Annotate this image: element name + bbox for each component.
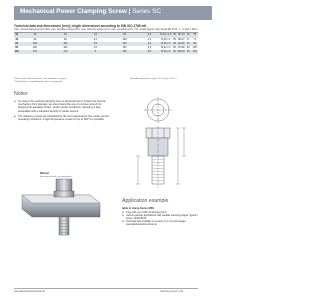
table-cell: 2,2 bbox=[139, 42, 160, 46]
table-cell: 30 bbox=[19, 33, 50, 38]
arrow-right-icon: ➤ bbox=[14, 100, 17, 103]
table-cell: M 30 x 2 bbox=[161, 37, 171, 41]
table-cell: 40 bbox=[173, 33, 176, 37]
application-list bbox=[122, 211, 202, 226]
table-cell: 170 bbox=[177, 45, 182, 49]
table-cell: 22 bbox=[181, 41, 185, 45]
table-footnote-right: allowable temperature range: -20 °C up to +120 °C bbox=[130, 78, 177, 80]
table-cell: 170 bbox=[19, 50, 50, 54]
arrow-right-icon: ➤ bbox=[14, 115, 17, 119]
table-cell: 140 bbox=[110, 50, 138, 54]
table-footnote-2: **through bores: standard grade, sizes as requested bbox=[14, 81, 63, 83]
note-text: To ensure the required clamping force is achieved and to protect the internal mechanism from damage, we recommend the use of a torque wrench for applying the actuation torque. Under certain conditions, clamping is also acceptable with a standard wrench or socket wrench. bbox=[18, 100, 106, 113]
table-cell: 0,3 bbox=[139, 33, 160, 38]
table-cell: 80 bbox=[173, 45, 176, 49]
table-cell: 2,2 bbox=[93, 37, 98, 41]
photo-subcaption: heat treated steel, zinc galvanized bbox=[40, 176, 72, 178]
table-cell: 170 bbox=[50, 50, 80, 54]
table-cell: 200 bbox=[177, 50, 182, 54]
table-cell: M 48 x 3 bbox=[161, 50, 171, 54]
arrow-right-icon: ➤ bbox=[122, 211, 125, 214]
table-cell: 80 bbox=[15, 45, 19, 49]
table-cell: 110 bbox=[110, 42, 138, 46]
table-cell: 17 bbox=[186, 37, 190, 41]
table-body bbox=[14, 33, 198, 55]
table-cell: M 20 x 1,5 bbox=[160, 33, 172, 37]
table-header-cell: Ø d1 bbox=[171, 28, 178, 31]
application-item-text: Technical data available on request or on our homepage: www.jakobantriebstechnik.de bbox=[126, 220, 187, 226]
table-header-cell: max. clamping stroke [mm] bbox=[81, 28, 110, 31]
table-cell: 60 bbox=[64, 37, 67, 41]
table-cell: 5,5 bbox=[139, 50, 160, 54]
footer-url[interactable]: www.jakobantriebstechnik.de bbox=[14, 290, 45, 293]
table-cell: 60 bbox=[110, 33, 138, 38]
table-cell: 100 bbox=[19, 42, 50, 46]
notes-heading: Notes bbox=[14, 91, 28, 97]
page-header bbox=[0, 6, 212, 20]
table-cell: 160 bbox=[32, 45, 37, 49]
table-cell: 100 bbox=[177, 37, 182, 41]
technical-drawing bbox=[120, 96, 196, 190]
table-cell: 125 bbox=[192, 50, 197, 54]
table-cell: 23 bbox=[186, 41, 190, 45]
table-cell: 100 bbox=[14, 50, 19, 54]
application-item-text: Uses with up to 180 kN clamping force bbox=[126, 211, 167, 214]
table-cell: 71 bbox=[193, 37, 197, 41]
footer-page: clamping screws 1.10 bbox=[160, 290, 183, 293]
table-header-cell: L bbox=[178, 28, 181, 31]
table-cell: 17 bbox=[181, 37, 185, 41]
table-cell: 90 bbox=[193, 41, 197, 45]
product-photo bbox=[16, 173, 112, 239]
table-subtitle: Technical data and dimensions [mm]; length dimensions according to DIN ISO 2768 mK bbox=[14, 24, 147, 28]
table-cell: 90 bbox=[173, 50, 176, 54]
table-header-cell: Ref 1 bbox=[185, 28, 192, 31]
table-cell: 160 bbox=[63, 45, 68, 49]
table-cell: 110 bbox=[177, 41, 182, 45]
table-cell: 1,3 bbox=[147, 37, 152, 41]
title-series: Series SC bbox=[132, 8, 162, 15]
table-cell: 60 bbox=[33, 37, 37, 41]
specs-table bbox=[14, 29, 198, 54]
table-cell: 60 bbox=[173, 41, 176, 45]
table-cell: 80 bbox=[178, 33, 181, 37]
application-item-text: various possible applications with variable clamping stages* ignition screw: 14/22/26/32 bbox=[126, 214, 198, 220]
table-cell: 60 bbox=[15, 41, 19, 45]
page-title: Mechanical Power Clamping Screw | Series SC bbox=[20, 8, 162, 15]
photo-caption: Material: bbox=[40, 173, 50, 175]
table-cell: 100 bbox=[50, 42, 80, 46]
table-footnote-left: *further sizes and threads (incl. fine) available on request bbox=[14, 78, 67, 80]
table-cell: M 42 x 3 bbox=[161, 45, 171, 49]
table-cell: 3 bbox=[80, 50, 110, 54]
table-cell: 19 bbox=[186, 33, 190, 37]
notes-list bbox=[14, 100, 110, 124]
table-cell: 106 bbox=[192, 45, 197, 49]
table-header-cell: max. operating temp. [°C] bbox=[111, 28, 139, 31]
table-cell: 28 bbox=[186, 45, 190, 49]
note-item bbox=[14, 100, 110, 113]
table-header-cell: Ref 2 bbox=[191, 28, 198, 31]
table-cell: 3,5 bbox=[147, 45, 152, 49]
title-text: Mechanical Power Clamping Screw bbox=[20, 8, 127, 15]
application-heading: Application example bbox=[122, 198, 169, 204]
table-cell: 1,5 bbox=[80, 33, 110, 38]
note-item bbox=[14, 115, 110, 121]
table-cell: 2,5 bbox=[93, 45, 98, 49]
arrow-right-icon: ➤ bbox=[122, 220, 125, 223]
table-cell: 100 bbox=[122, 37, 127, 41]
application-subtitle: table in clamp Series MSS bbox=[122, 207, 155, 210]
table-cell: 40 bbox=[15, 37, 19, 41]
table-cell: 30 bbox=[15, 33, 19, 37]
table-cell: 13 bbox=[181, 33, 185, 37]
table-cell: 55 bbox=[173, 37, 176, 41]
table-header-cell: Size bbox=[14, 28, 20, 31]
table-header-cell: max. actuation torque [Nm] bbox=[50, 28, 80, 31]
table-cell: 130 bbox=[122, 45, 127, 49]
table-cell: 35 bbox=[186, 50, 190, 54]
table-header-cell: nominal clamping force [kN] bbox=[20, 28, 50, 31]
table-row bbox=[14, 50, 198, 54]
table-header-cell: thread Ød bbox=[160, 28, 172, 31]
table-cell: 2,5 bbox=[80, 42, 110, 46]
table-cell: 33 bbox=[181, 50, 185, 54]
table-cell: 28 bbox=[181, 45, 185, 49]
table-cell: 55 bbox=[193, 33, 197, 37]
table-header-cell: weight approx. [kg] bbox=[139, 28, 160, 31]
table-header-cell: L1 bbox=[181, 28, 185, 31]
note-text: The clamping screws are lubricated for life and maintenance-free under normal operating conditions. A high temperature version of up to 400°C is possible. bbox=[18, 115, 109, 122]
table-cell: 15 bbox=[50, 33, 80, 38]
arrow-right-icon: ➤ bbox=[122, 214, 125, 217]
table-cell: M 36 x 2 bbox=[161, 41, 171, 45]
application-item bbox=[122, 220, 202, 226]
